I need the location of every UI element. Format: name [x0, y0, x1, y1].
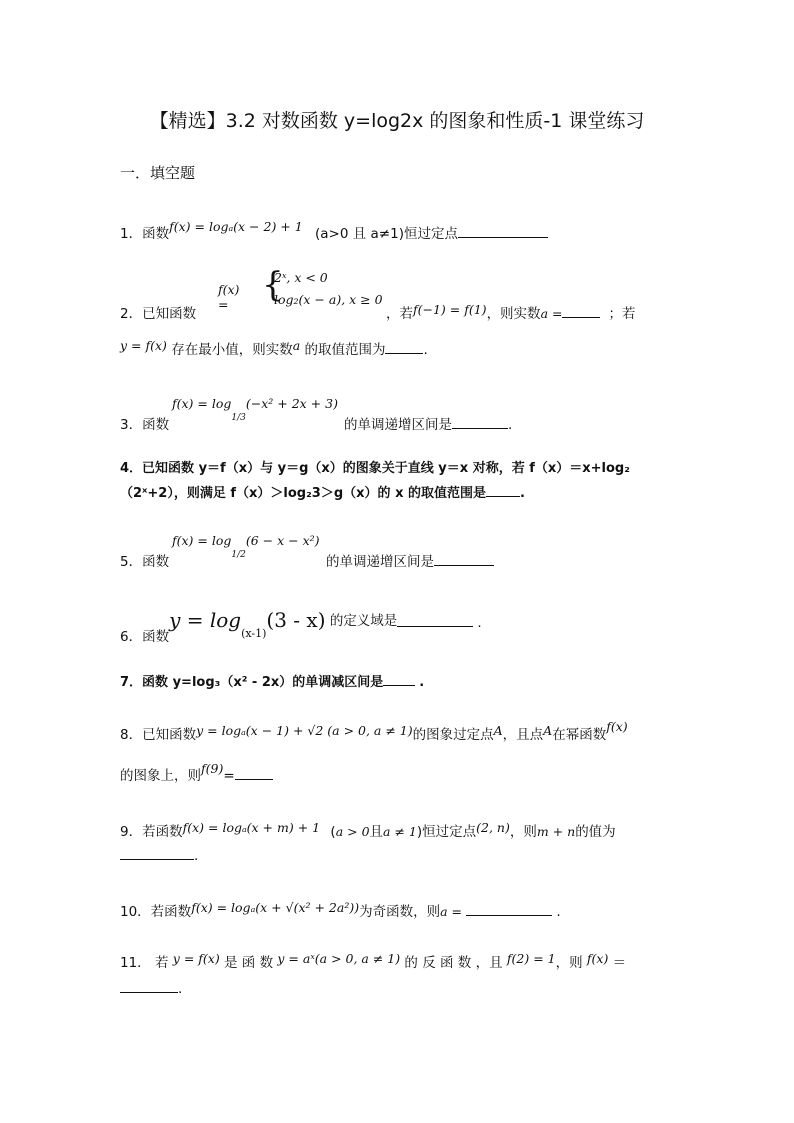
q9-cond-close: )恒过定点	[416, 824, 477, 840]
question-9-line-2	[120, 847, 198, 864]
q5-arg: (6 − x − x²)	[245, 533, 320, 548]
q1-condition: (a>0 且 a≠1)恒过定点	[315, 226, 458, 242]
q8-formula: y = logₐ(x − 1) + √2 (a > 0, a ≠ 1)	[196, 723, 413, 738]
q8-fx: f(x)	[606, 719, 628, 734]
q2-text-1: ，若	[386, 306, 413, 322]
q3-end: .	[508, 417, 513, 433]
q1-formula: f(x) = logₐ(x − 2) + 1	[169, 219, 303, 234]
q2-line2-tail: 的取值范围为	[304, 342, 386, 358]
q6-arg: (3 - x)	[266, 608, 326, 632]
question-8-line-2	[120, 761, 273, 784]
q10-var: a =	[440, 904, 463, 919]
q8-text-2: ，且点	[502, 727, 544, 743]
q11-eq: ＝	[612, 955, 627, 971]
q9-cond-b: a ≠ 1	[383, 824, 417, 839]
section-heading: 一．填空题	[120, 164, 196, 182]
q4-answer-blank[interactable]	[486, 484, 520, 497]
question-3-tail	[344, 413, 512, 433]
q2-text-2: ，则实数	[486, 306, 541, 322]
q5-base: 1/2	[231, 550, 246, 560]
q9-and: 且	[369, 824, 384, 840]
q5-tail: 的单调递增区间是	[326, 554, 434, 570]
question-2-cont	[386, 302, 635, 322]
q8-answer-blank[interactable]	[235, 767, 273, 780]
q5-number: 5．函数	[120, 554, 170, 570]
q6-formula: y = log	[169, 608, 242, 632]
q2-var-a: a =	[540, 306, 563, 321]
q8-f9: f(9)	[201, 761, 224, 776]
question-3	[120, 413, 169, 433]
q7-answer-blank[interactable]	[383, 673, 415, 686]
question-2-line-2	[120, 338, 428, 358]
q2-cond: f(−1) = f(1)	[413, 302, 487, 317]
q2-case-2: log₂(x − a), x ≥ 0	[274, 292, 383, 307]
q3-formula: f(x) = log	[172, 396, 232, 411]
q9-cond-a: a > 0	[335, 824, 370, 839]
question-7	[120, 671, 424, 690]
q5-formula: f(x) = log	[172, 533, 232, 548]
q7-end: .	[419, 675, 425, 690]
q4-end: .	[519, 486, 525, 501]
q9-answer-blank[interactable]	[120, 847, 194, 860]
q6-end: .	[477, 615, 482, 631]
q2-end: .	[423, 342, 428, 358]
q6-number: 6．函数	[120, 629, 170, 645]
q5-formula-block	[172, 530, 320, 560]
q9-end: .	[194, 848, 199, 864]
question-9	[120, 820, 616, 840]
q9-number: 9．若函数	[120, 824, 183, 840]
question-2	[120, 302, 196, 322]
q2-answer-blank-2[interactable]	[385, 341, 423, 354]
q9-mn: m + n	[536, 824, 576, 839]
q10-answer-blank[interactable]	[466, 903, 552, 916]
q8-point-a-1: A	[493, 723, 503, 738]
q9-formula: f(x) = logₐ(x + m) + 1	[182, 820, 321, 835]
q11-f3: f(2) = 1	[506, 951, 556, 966]
q10-number: 10．若函数	[120, 904, 192, 920]
question-4-line-1: 4．已知函数 y＝f（x）与 y＝g（x）的图象关于直线 y＝x 对称，若 f（x）＝x+log₂	[120, 461, 630, 476]
q11-answer-blank[interactable]	[120, 980, 178, 993]
q11-text-1: 是 函 数	[224, 955, 274, 971]
question-10	[120, 900, 561, 920]
q4-line2-text: （2ˣ+2），则满足 f（x）＞log₂3＞g（x）的 x 的取值范围是	[120, 486, 486, 501]
q2-brace: {	[262, 265, 284, 305]
q11-f1: y = f(x)	[172, 951, 220, 966]
q8-line2-text: 的图象上，则	[120, 768, 201, 784]
q2-number: 2．已知函数	[120, 306, 197, 322]
q9-point: (2, n)	[476, 820, 510, 835]
q10-formula: f(x) = logₐ(x + √(x² + 2a²))	[191, 900, 360, 915]
q3-tail: 的单调递增区间是	[344, 417, 452, 433]
q1-number: 1．函数	[120, 226, 170, 242]
q6-tail: 的定义域是	[329, 613, 398, 629]
q3-answer-blank[interactable]	[452, 416, 508, 429]
q11-text-2: 的 反 函 数 ，且	[404, 955, 503, 971]
q9-tail: 的值为	[575, 824, 616, 840]
q2-fx: f(x) =	[218, 282, 240, 312]
q8-text-3: 在幂函数	[552, 727, 607, 743]
question-11	[120, 951, 626, 971]
q10-end: .	[556, 904, 561, 920]
question-4-line-2	[120, 482, 525, 501]
q3-number: 3．函数	[120, 417, 170, 433]
q3-formula-block	[172, 393, 338, 423]
q1-answer-blank[interactable]	[458, 225, 548, 238]
question-11-line-2	[120, 980, 182, 997]
q2-case-1: 2ˣ, x < 0	[274, 270, 328, 285]
question-6	[120, 608, 482, 645]
question-5-tail	[326, 550, 494, 570]
q10-text: 为奇函数，则	[359, 904, 441, 920]
q2-answer-blank-1[interactable]	[562, 305, 600, 318]
q11-f4: f(x)	[586, 951, 609, 966]
q6-sub: (x-1)	[241, 627, 267, 640]
q2-line2-var: a	[292, 338, 301, 353]
question-1	[120, 219, 548, 242]
q8-number: 8．已知函数	[120, 727, 197, 743]
q9-text: ，则	[509, 824, 537, 840]
q5-answer-blank[interactable]	[434, 553, 494, 566]
question-5	[120, 550, 169, 570]
q11-text-3: ，则	[555, 955, 583, 971]
q9-cond-open: (	[330, 824, 336, 840]
q8-point-a-2: A	[543, 723, 553, 738]
q8-eq: =	[223, 768, 235, 784]
q7-text: 7．函数 y=log₃（x² - 2x）的单调减区间是	[120, 675, 384, 690]
q11-f2: y = aˣ(a > 0, a ≠ 1)	[277, 951, 401, 966]
q11-end: .	[178, 981, 183, 997]
q2-line2-text: 存在最小值，则实数	[171, 342, 293, 358]
q8-text-1: 的图象过定点	[412, 727, 494, 743]
q3-arg: (−x² + 2x + 3)	[245, 396, 338, 411]
question-8	[120, 719, 628, 743]
q11-number: 11． 若	[120, 955, 169, 971]
q3-base: 1/3	[231, 413, 246, 423]
q2-text-3: ；若	[608, 306, 636, 322]
page-title: 【精选】3.2 对数函数 y=log2x 的图象和性质-1 课堂练习	[149, 110, 645, 132]
q6-answer-blank[interactable]	[397, 614, 473, 627]
q2-line2-formula: y = f(x)	[120, 338, 167, 353]
